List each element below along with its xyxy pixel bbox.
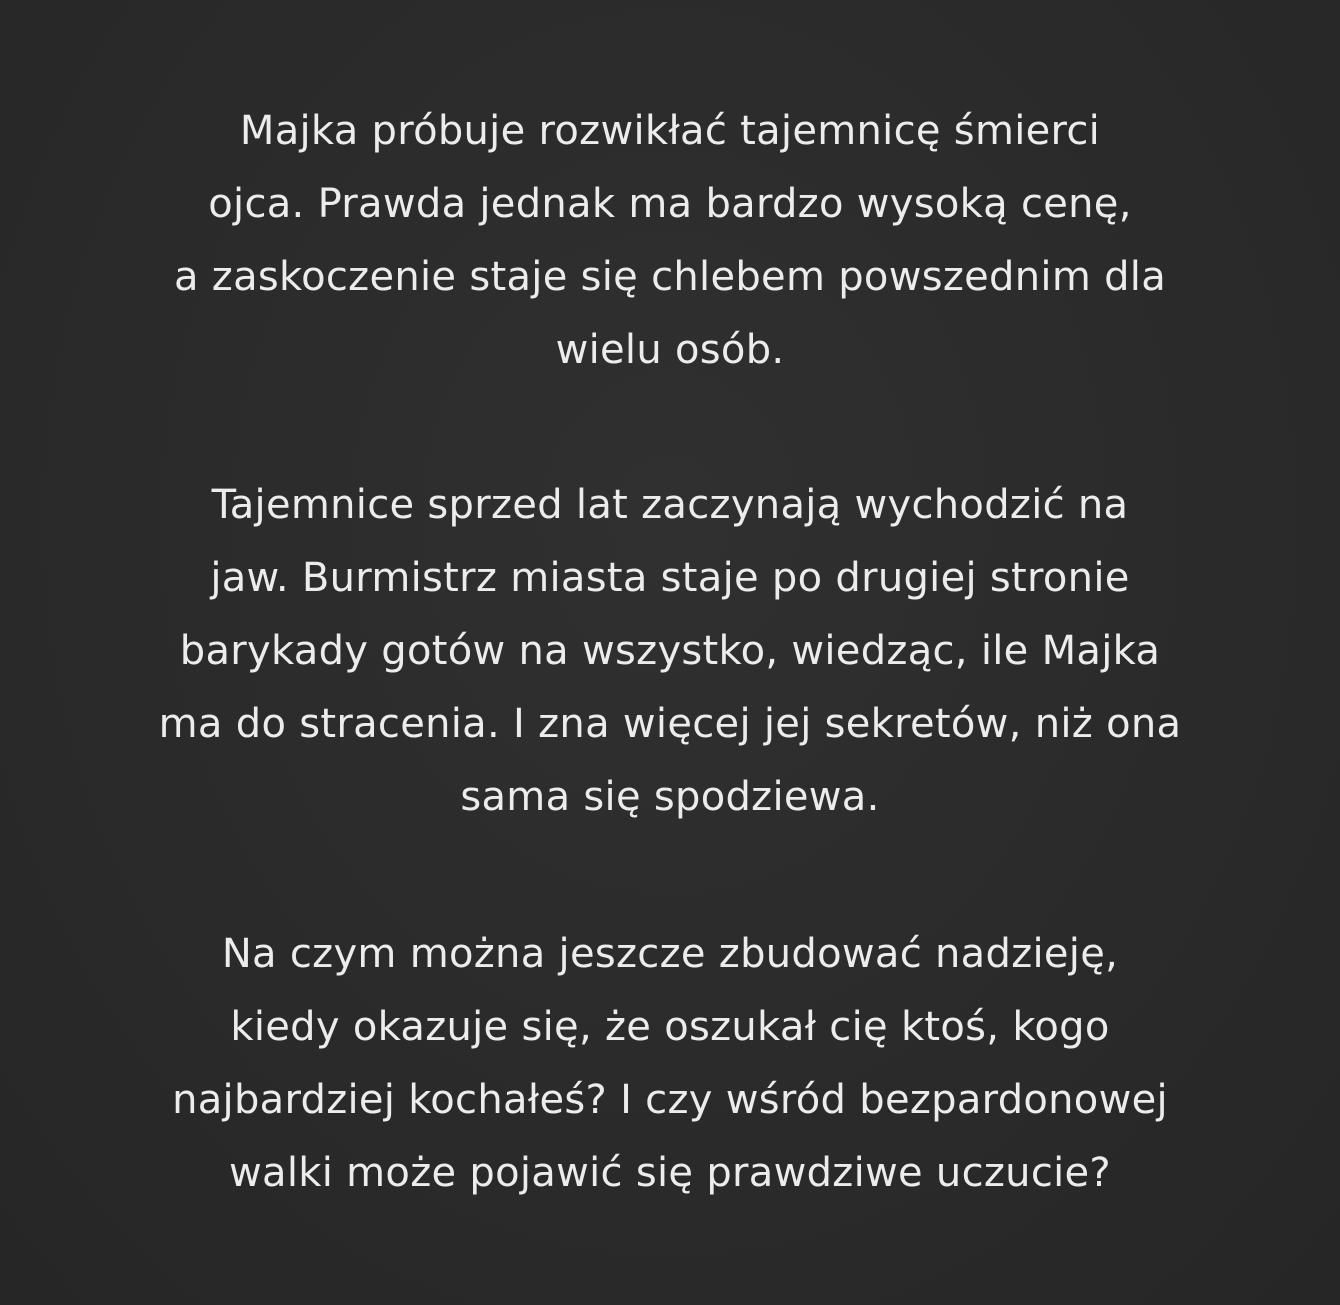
- blurb-line: sama się spodziewa.: [460, 774, 880, 820]
- blurb-line: walki może pojawić się prawdziwe uczucie?: [229, 1150, 1111, 1196]
- blurb-line: ojca. Prawda jednak ma bardzo wysoką cenę,: [208, 181, 1132, 227]
- blurb-line: Tajemnice sprzed lat zaczynają wychodzić na: [211, 482, 1129, 528]
- blurb-line: a zaskoczenie staje się chlebem powszednim dla: [173, 254, 1167, 300]
- blurb-line: jaw. Burmistrz miasta staje po drugiej stronie: [210, 555, 1130, 601]
- blurb-line: Na czym można jeszcze zbudować nadzieję,: [221, 931, 1119, 977]
- blurb-line: Majka próbuje rozwikłać tajemnicę śmierci: [239, 108, 1101, 154]
- blurb-line: najbardziej kochałeś? I czy wśród bezpardonowej: [172, 1077, 1168, 1123]
- blurb-line: kiedy okazuje się, że oszukał cię ktoś, kogo: [230, 1004, 1110, 1050]
- blurb-paragraph-3: [60, 918, 1280, 1210]
- blurb-line: wielu osób.: [555, 327, 785, 373]
- blurb-line: ma do stracenia. I zna więcej jej sekretów, niż ona: [158, 701, 1182, 747]
- blurb-line: barykady gotów na wszystko, wiedząc, ile Majka: [179, 628, 1161, 674]
- blurb-paragraph-2: [60, 469, 1280, 834]
- blurb-paragraph-1: [60, 95, 1280, 387]
